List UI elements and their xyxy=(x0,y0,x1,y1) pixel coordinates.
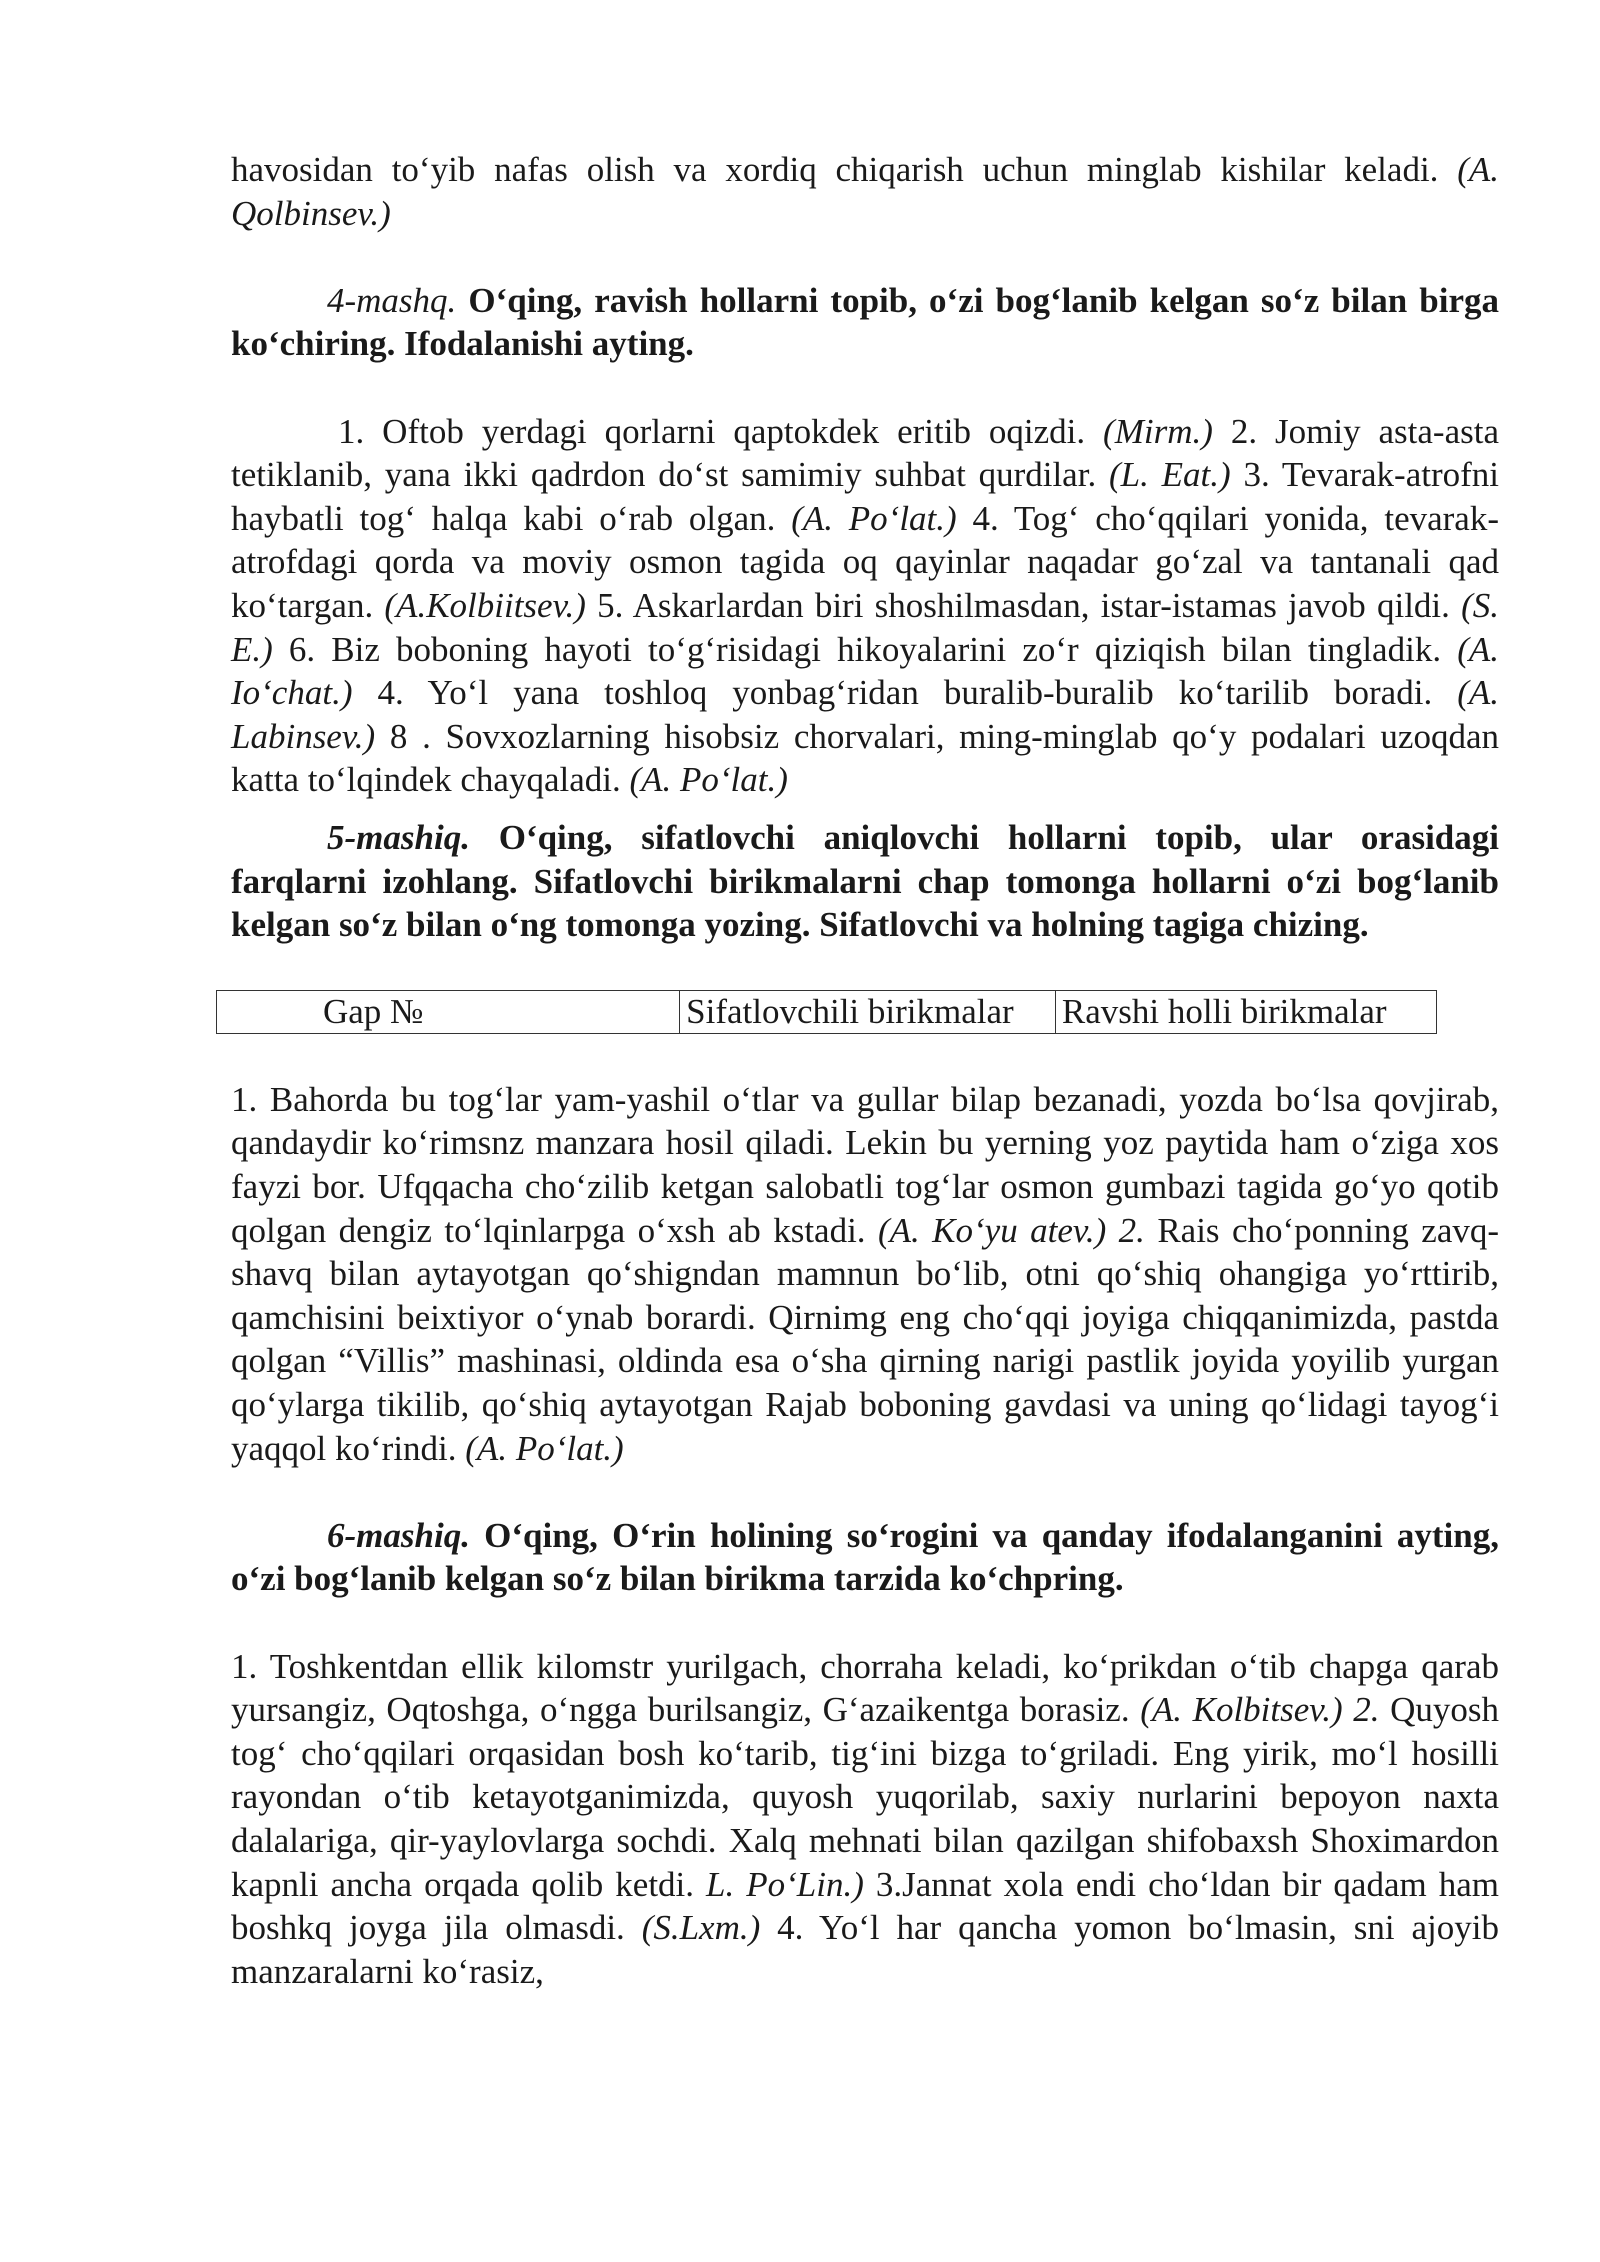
exercise-label: 4-mashq. xyxy=(327,280,457,320)
spacer xyxy=(231,947,1499,991)
citation: (A. Po‘lat.) xyxy=(791,498,957,538)
spacer xyxy=(231,235,1499,279)
citation: (A. Po‘lat.) xyxy=(629,760,788,800)
text: 1. Bahorda bu tog‘lar yam-yashil o‘tlar va gullar bilap bezanadi, yozda bo‘lsa qovjirab, qandaydir ko‘rimsnz manzara hosil qiladi. Lekin bu yerning yoz paytida ham o‘ziga xos fayzi bor. Ufqqacha cho‘zilib ketgan salobatli tog‘lar osmon gumbazi tagida go‘yo qotib qolgan dengiz to‘lqinlarpga o‘xsh ab kstadi. xyxy=(231,1079,1499,1250)
text: 4. Yo‘l yana toshloq yonbag‘ridan buralib-buralib ko‘tarilib boradi. xyxy=(352,673,1458,713)
exercise-6-heading xyxy=(231,1514,1499,1601)
table-header-sifatlovchili: Sifatlovchili birikmalar xyxy=(680,991,1056,1034)
text: 3. Tevarak-atrofni haybatli tog‘ halqa kabi o‘rab olgan. xyxy=(231,455,1499,538)
text: 1. Oftob yerdagi qorlarni qaptokdek eritib oqizdi. xyxy=(338,411,1104,451)
citation: (S.Lxm.) xyxy=(641,1908,761,1948)
citation: (A. Po‘lat.) xyxy=(465,1428,624,1468)
citation: (A. Io‘chat.) xyxy=(231,629,1499,713)
exercise-label: 6-mashiq. xyxy=(327,1515,470,1555)
text: 4. Tog‘ cho‘qqilari yonida, tevarak-atrofdagi qorda va moviy osmon tagida oq qayinlar naqadar go‘zal va tantanali qad ko‘targan. xyxy=(231,498,1499,625)
exercise-instruction: O‘qing, ravish hollarni topib, o‘zi bog‘lanib kelgan so‘z bilan birga ko‘chiring. Ifodalanishi ayting. xyxy=(231,280,1499,364)
exercise-4-heading xyxy=(231,279,1499,366)
exercise-instruction: O‘qing, sifatlovchi aniqlovchi hollarni topib, ular orasidagi farqlarni izohlang. Sifatlovchi birikmalarni chap tomonga hollarni o‘zi bog‘lanib kelgan so‘z bilan o‘ng tomonga yozing. Sifatlovchi va holning tagiga chizing. xyxy=(231,817,1499,945)
spacer xyxy=(231,1034,1499,1078)
exercise-5-heading xyxy=(231,816,1499,947)
citation: (Mirm.) xyxy=(1103,411,1213,451)
exercise-instruction: O‘qing, O‘rin holining so‘rogini va qanday ifodalanganini ayting, o‘zi bog‘lanib kelgan so‘z bilan birikma tarzida ko‘chpring. xyxy=(231,1515,1499,1599)
spacer xyxy=(231,1601,1499,1645)
citation: (A. Kolbitsev.) 2. xyxy=(1140,1690,1380,1730)
citation: (A. Qolbinsev.) xyxy=(231,150,1499,233)
text: 1. Toshkentdan ellik kilomstr yurilgach, chorraha keladi, ko‘prikdan o‘tib chapga qarab yursangiz, Oqtoshga, o‘ngga burilsangiz, G‘azaikentga borasiz. xyxy=(231,1646,1499,1730)
spacer xyxy=(231,1470,1499,1514)
citation: (A.Kolbiitsev.) xyxy=(384,585,586,625)
exercise-label: 5-mashiq. xyxy=(327,817,470,857)
text: 3.Jannat xola endi cho‘ldan bir qadam ham boshkq joyga jila olmasdi. xyxy=(231,1864,1499,1948)
exercise-5-text xyxy=(231,1078,1499,1470)
text: Rais cho‘ponning zavq-shavq bilan aytayotgan qo‘shigndan mamnun bo‘lib, otni qo‘shiq ohangiga yo‘rttirib, qamchisini beixtiyor o‘ynab borardi. Qirnimg eng cho‘qqi joyiga chiqqanimizda, pastda qolgan “Villis” mashinasi, oldinda esa o‘sha qirning narigi pastlik joyida yoyilib yurgan qo‘ylarga tikilib, qo‘shiq aytayotgan Rajab boboning gavdasi va uning qo‘lidagi tayog‘i yaqqol ko‘rindi. xyxy=(231,1210,1500,1468)
table-header-ravshi-holli: Ravshi holli birikmalar xyxy=(1055,991,1436,1034)
citation: (A. Ko‘yu atev.) 2. xyxy=(877,1210,1145,1250)
text: 6. Biz boboning hayoti to‘g‘risidagi hikoyalarini zo‘r qiziqish bilan tingladik. xyxy=(272,629,1458,669)
paragraph-intro xyxy=(231,148,1499,235)
birikmalar-table xyxy=(216,990,1437,1034)
document-page xyxy=(231,148,1499,1993)
exercise-6-text xyxy=(231,1645,1499,1994)
text: 2. Jomiy asta-asta tetiklanib, yana ikki qadrdon do‘st samimiy suhbat qurdilar. xyxy=(231,411,1499,495)
table-header-row xyxy=(217,991,1437,1034)
spacer xyxy=(231,802,1499,816)
citation: (A. Labinsev.) xyxy=(231,673,1499,756)
text: havosidan to‘yib nafas olish va xordiq chiqarish uchun minglab kishilar keladi. xyxy=(231,150,1458,189)
text: 8 . Sovxozlarning hisobsiz chorvalari, ming-minglab qo‘y podalari uzoqdan katta to‘lqindek chayqaladi. xyxy=(231,716,1499,800)
exercise-4-text xyxy=(231,410,1499,802)
spacer xyxy=(231,366,1499,410)
text: 5. Askarlardan biri shoshilmasdan, istar-istamas javob qildi. xyxy=(585,585,1462,625)
citation: L. Po‘Lin.) xyxy=(706,1864,864,1904)
citation: (L. Eat.) xyxy=(1108,455,1231,495)
table-header-gap-number: Gap № xyxy=(217,991,680,1034)
text: 4. Yo‘l har qancha yomon bo‘lmasin, sni ajoyib manzaralarni ko‘rasiz, xyxy=(231,1908,1499,1991)
citation: (S. E.) xyxy=(231,585,1499,669)
text: Quyosh tog‘ cho‘qqilari orqasidan bosh ko‘tarib, tig‘ini bizga to‘griladi. Eng yirik, mo‘l hosilli rayondan o‘tib ketayotganimizda, quyosh yuqorilab, saxiy nurlarini bepoyon naxta dalalariga, qir-yaylovlarga sochdi. Xalq mehnati bilan qazilgan shifobaxsh Shoximardon kapnli ancha orqada qolib ketdi. xyxy=(231,1690,1499,1904)
